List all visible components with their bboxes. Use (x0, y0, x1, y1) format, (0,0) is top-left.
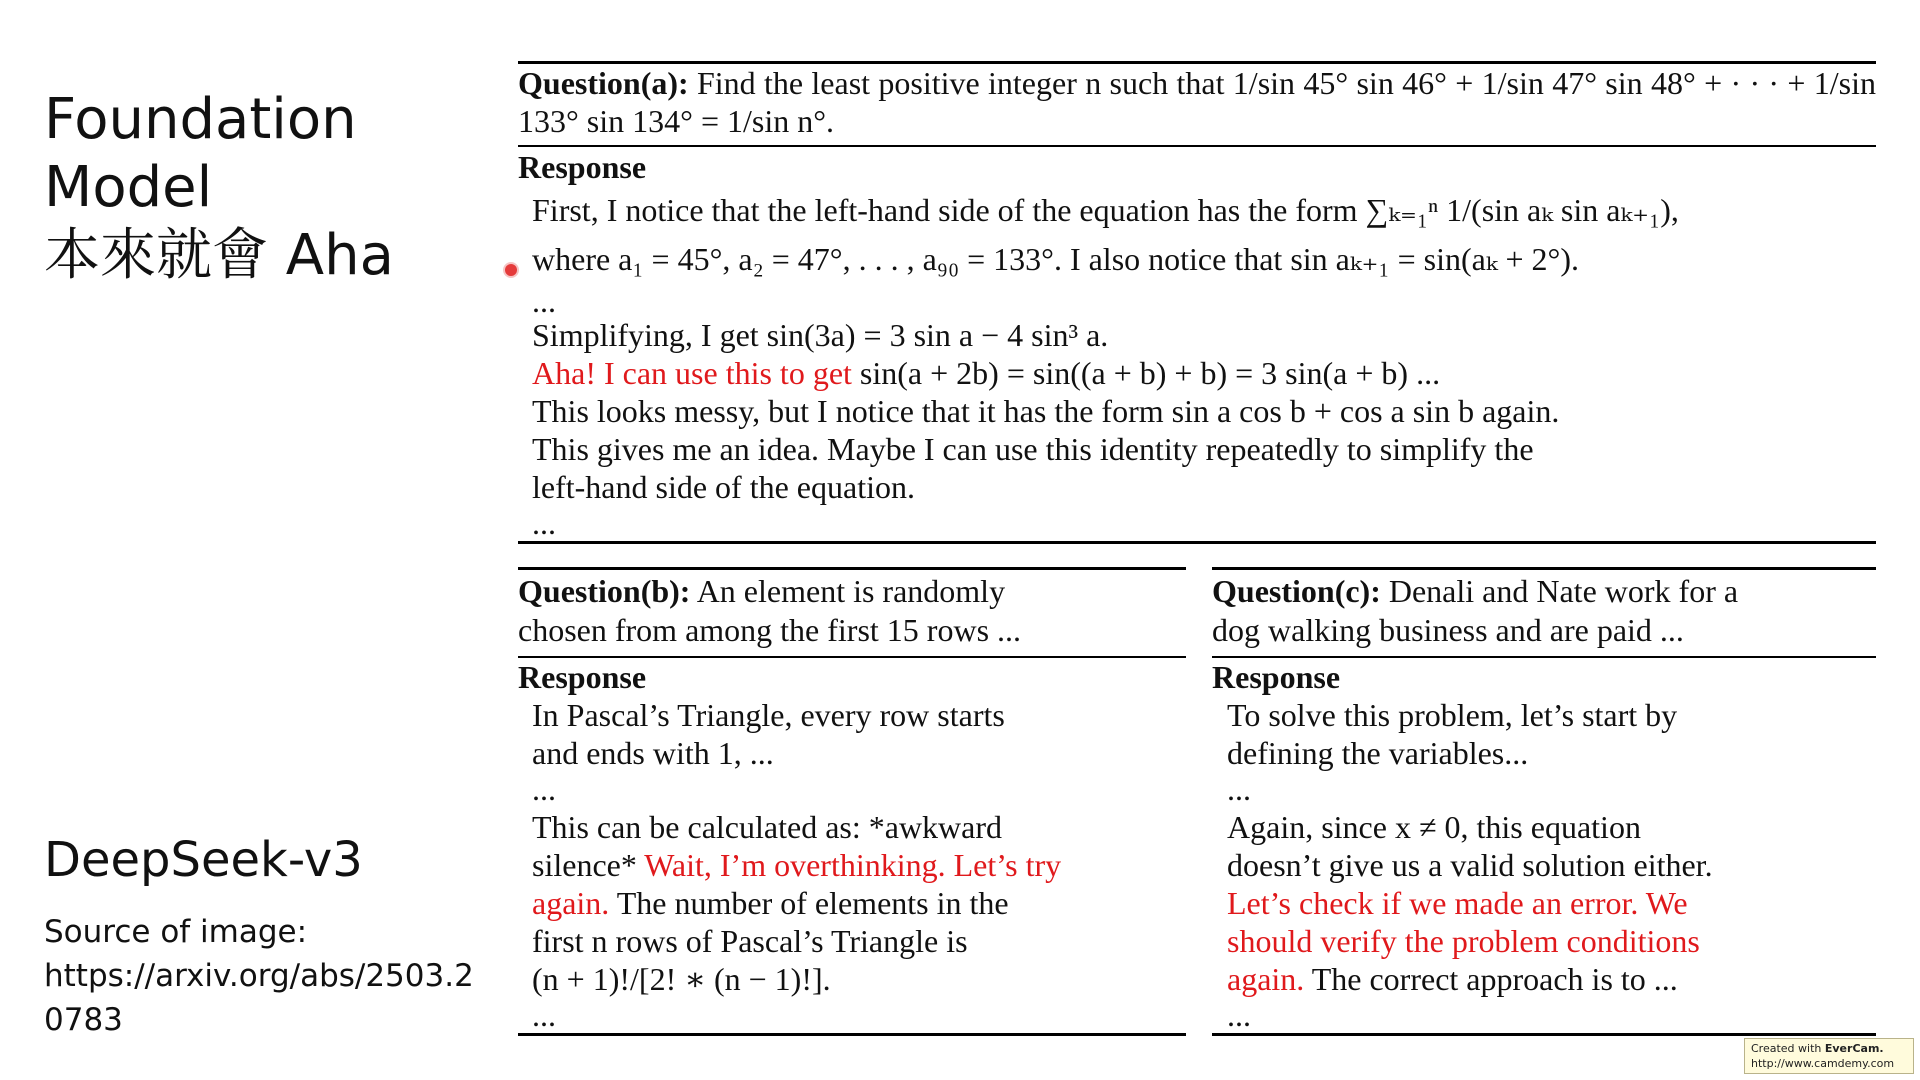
evercam-watermark (1744, 1038, 1914, 1074)
response-a-line-5 (532, 354, 1440, 392)
rule-bottom-a (518, 541, 1876, 544)
rule-bottom-b (518, 1033, 1186, 1036)
response-a-line-3: ... (532, 283, 556, 319)
response-c-again: again. (1227, 961, 1305, 997)
response-b-line-4: This can be calculated as: *awkward (532, 809, 1003, 845)
response-c-line-7-verify: should verify the problem conditions (1227, 923, 1700, 959)
response-a-line-8: left-hand side of the equation. (532, 469, 915, 505)
response-b-line-6 (532, 884, 1009, 922)
response-c-line-8-rest: The correct approach is to ... (1304, 961, 1678, 997)
rule-bottom-c (1212, 1033, 1876, 1036)
question-c-text-1: Denali and Nate work for a (1388, 573, 1739, 609)
response-a-line-6: This looks messy, but I notice that it has the form sin a cos b + cos a sin b again. (532, 393, 1560, 429)
response-b-line-6-rest: The number of elements in the (609, 885, 1009, 921)
rule-top-c (1212, 567, 1876, 570)
response-a-line-2: where a₁ = 45°, a₂ = 47°, . . . , a₉₀ = 133°. I also notice that sin aₖ₊₁ = sin(aₖ + 2°). (532, 241, 1579, 277)
image-source (44, 910, 484, 1042)
response-b-line-9: ... (532, 997, 556, 1033)
question-c-line-1 (1212, 572, 1738, 610)
model-name: DeepSeek-v3 (44, 832, 363, 888)
rule-mid-a (518, 145, 1876, 147)
response-b-line-1: In Pascal’s Triangle, every row starts (532, 697, 1005, 733)
slide-left-panel (0, 0, 490, 1080)
watermark-line-1 (1751, 1041, 1907, 1056)
response-a-label: Response (518, 149, 647, 185)
slide-title-line-2: Model (44, 155, 213, 220)
response-c-line-5: doesn’t give us a valid solution either. (1227, 847, 1713, 883)
response-c-line-8 (1227, 960, 1678, 998)
response-c-line-2: defining the variables... (1227, 735, 1529, 771)
rule-top-b (518, 567, 1186, 570)
response-c-line-3: ... (1227, 771, 1251, 807)
response-b-line-5 (532, 846, 1061, 884)
response-c-label: Response (1212, 659, 1341, 695)
slide-title-line-1: Foundation (44, 87, 357, 152)
laser-pointer-dot (505, 264, 517, 276)
response-b-again: again. (532, 885, 610, 921)
question-b-line-1 (518, 572, 1005, 610)
response-b-line-7: first n rows of Pascal’s Triangle is (532, 923, 968, 959)
overthinking-text: Wait, I’m overthinking. Let’s try (644, 847, 1062, 883)
response-a-line-7: This gives me an idea. Maybe I can use this identity repeatedly to simplify the (532, 431, 1534, 467)
aha-moment-text: Aha! I can use this to get (532, 355, 860, 391)
question-a-label: Question(a): (518, 65, 689, 101)
question-b-label: Question(b): (518, 573, 691, 609)
question-b-text-1: An element is randomly (696, 573, 1006, 609)
question-a (518, 64, 1876, 140)
question-b-text-2: chosen from among the first 15 rows ... (518, 612, 1022, 648)
watermark-prefix: Created with (1751, 1042, 1825, 1055)
image-source-label: Source of image: (44, 914, 308, 950)
question-c-label: Question(c): (1212, 573, 1381, 609)
question-a-text: Find the least positive integer n such that 1/sin 45° sin 46° + 1/sin 47° sin 48° + · · · + 1/sin 133° sin 134° = 1/sin n°. (518, 65, 1877, 139)
response-b-label: Response (518, 659, 647, 695)
response-b-line-2: and ends with 1, ... (532, 735, 774, 771)
image-source-url[interactable]: https://arxiv.org/abs/2503.20783 (44, 958, 474, 1038)
response-a-line-1: First, I notice that the left-hand side of the equation has the form ∑ₖ₌₁ⁿ 1/(sin aₖ sin aₖ₊₁), (532, 192, 1679, 228)
response-b-line-5-start: silence* (532, 847, 645, 883)
watermark-url[interactable]: http://www.camdemy.com (1751, 1057, 1895, 1070)
question-c-text-2: dog walking business and are paid ... (1212, 612, 1684, 648)
response-c-line-6-check-error: Let’s check if we made an error. We (1227, 885, 1688, 921)
response-c-line-1: To solve this problem, let’s start by (1227, 697, 1678, 733)
response-b-line-3: ... (532, 771, 556, 807)
watermark-brand: EverCam. (1824, 1042, 1884, 1055)
response-c-line-4: Again, since x ≠ 0, this equation (1227, 809, 1641, 845)
response-a-line-9: ... (532, 505, 556, 541)
slide-title-line-3: 本來就會 Aha (44, 223, 394, 288)
response-c-line-9: ... (1227, 997, 1251, 1033)
response-a-line-5-math: sin(a + 2b) = sin((a + b) + b) = 3 sin(a + b) ... (859, 355, 1441, 391)
response-a-line-4: Simplifying, I get sin(3a) = 3 sin a − 4 sin³ a. (532, 317, 1109, 353)
response-b-line-8: (n + 1)!/[2! ∗ (n − 1)!]. (532, 961, 831, 997)
